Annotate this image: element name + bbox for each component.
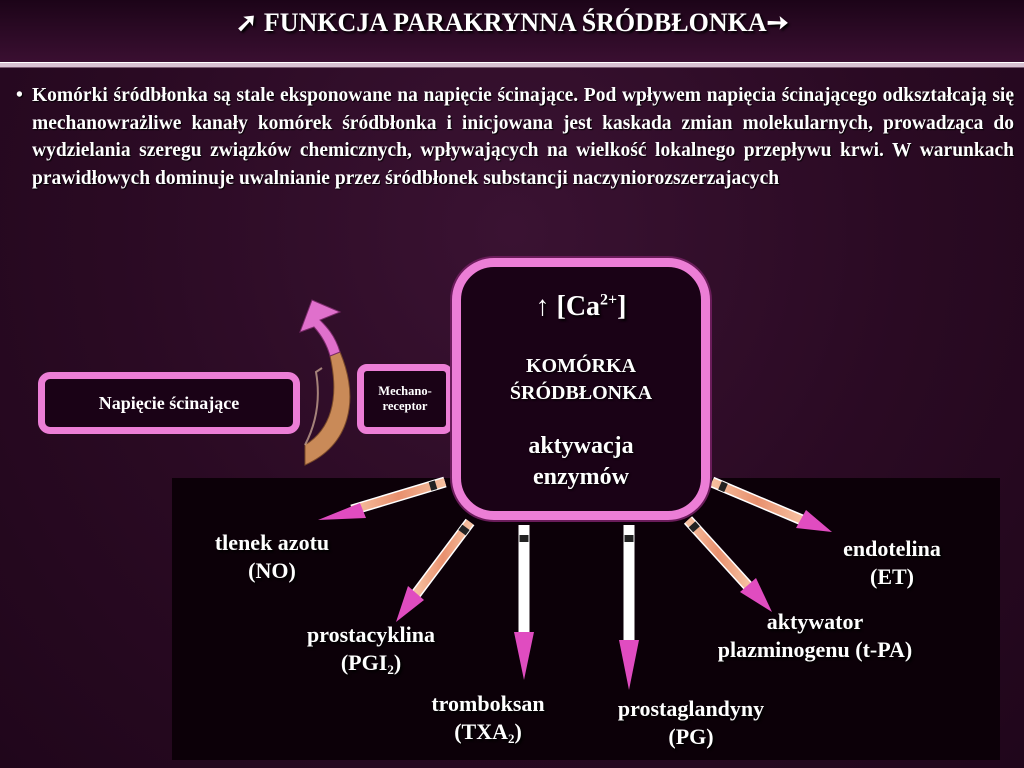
mechanoreceptor-box — [357, 364, 453, 434]
cell-name-line1: KOMÓRKA — [526, 355, 636, 377]
calcium-prefix: ↑ [Ca — [535, 291, 601, 322]
arrow-to-txa — [514, 525, 534, 680]
thromboxane-name: tromboksan — [431, 691, 545, 716]
nitric-oxide-name: tlenek azotu — [214, 530, 330, 555]
shear-stress-box — [38, 372, 300, 434]
mechanoreceptor-label-line2: receptor — [382, 399, 428, 413]
arrow-to-et — [712, 482, 832, 532]
prostacyclin-abbrev-close: ) — [393, 650, 402, 675]
intro-paragraph-text: Komórki śródbłonka są stale eksponowane na napięcie ścinające. Pod wpływem napięcia ścinającego odkształcają się mechanowrażliwe kanały komórek śródbłonka i inicjowana jest kaskada zmian molekularnych, prowadząca do wydzielania szeregu związków chemicznych, wpływających na wielkość lokalnego przepływu krwi. W warunkach prawidłowych dominuje uwalnianie przez śródbłonek substancji naczyniorozszerzajacych — [32, 85, 1014, 189]
shear-stress-label: Napięcie ścinające — [98, 392, 240, 413]
product-prostaglandins — [584, 695, 798, 751]
endothelin-name: endotelina — [843, 536, 941, 561]
prostacyclin-name: prostacyklina — [307, 622, 435, 647]
calcium-suffix: ] — [617, 291, 627, 322]
cell-name-line2: ŚRÓDBŁONKA — [509, 382, 653, 404]
arrow-to-no — [318, 482, 445, 520]
sparkle-arrow-icon: ➙ — [766, 8, 789, 37]
endothelial-cell-box — [452, 258, 710, 520]
product-tpa — [672, 608, 958, 664]
thromboxane-subscript: 2 — [507, 731, 515, 746]
calcium-increase-label — [461, 291, 701, 323]
thromboxane-abbrev: (TXA — [454, 719, 508, 744]
prostacyclin-abbrev: (PGI — [340, 650, 388, 675]
endothelin-abbrev: (ET) — [870, 564, 914, 589]
curved-arrow-icon — [300, 300, 350, 465]
calcium-charge: 2+ — [600, 291, 618, 309]
mechanoreceptor-label-line1: Mechano- — [378, 384, 432, 398]
bullet-point: • — [16, 85, 23, 106]
arrow-to-pg — [619, 525, 639, 690]
nitric-oxide-abbrev: (NO) — [248, 558, 296, 583]
product-nitric-oxide — [188, 529, 356, 585]
product-thromboxane — [400, 690, 576, 753]
enzyme-activation-label — [461, 431, 701, 493]
cell-name-label — [461, 353, 701, 407]
prostacyclin-subscript: 2 — [387, 662, 394, 677]
prostaglandins-name: prostaglandyny — [617, 696, 765, 721]
product-endothelin — [816, 535, 968, 591]
prostaglandins-abbrev: (PG) — [668, 724, 714, 749]
tpa-name-line2: plazminogenu (t-PA) — [717, 637, 913, 662]
slide-title-text: FUNKCJA PARAKRYNNA ŚRÓDBŁONKA — [263, 8, 767, 37]
thromboxane-abbrev-close: ) — [514, 719, 522, 744]
tpa-name-line1: aktywator — [766, 609, 864, 634]
enzyme-line1: aktywacja — [528, 433, 634, 459]
enzyme-line2: enzymów — [533, 464, 629, 490]
arrow-to-pgi — [396, 522, 470, 622]
arrow-to-tpa — [688, 520, 772, 612]
product-prostacyclin — [276, 621, 466, 684]
sparkle-arrow-icon: ➚ — [235, 8, 258, 37]
